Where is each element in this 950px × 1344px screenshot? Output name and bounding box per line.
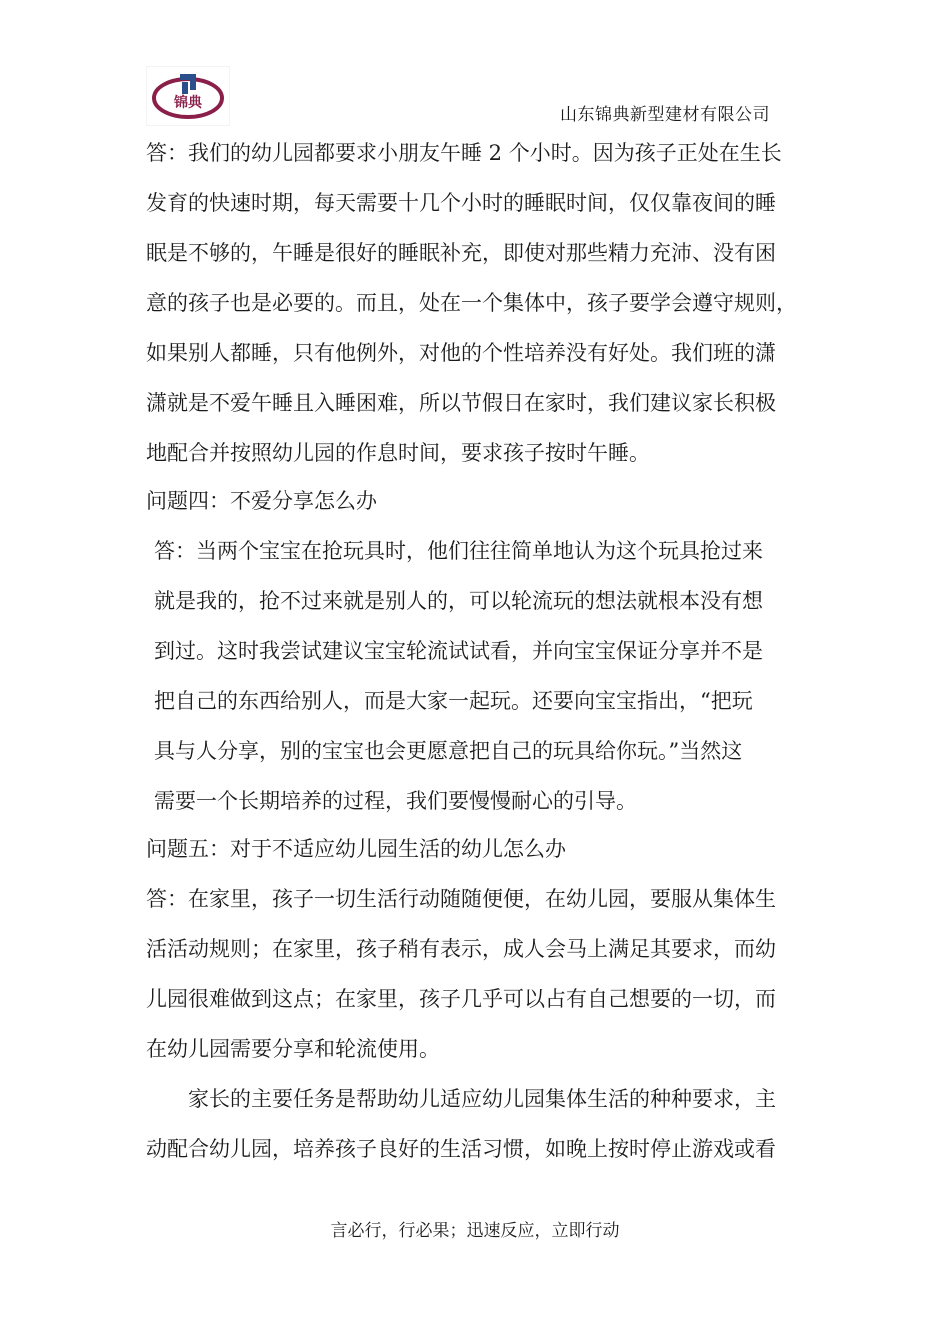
logo-text: 锦典 xyxy=(174,95,202,111)
section-heading: 问题四：不爱分享怎么办 xyxy=(146,489,377,513)
body-line: 如果别人都睡，只有他例外，对他的个性培养没有好处。我们班的潇 xyxy=(146,341,776,365)
body-line: 就是我的，抢不过来就是别人的，可以轮流玩的想法就根本没有想 xyxy=(154,589,763,613)
company-name: 山东锦典新型建材有限公司 xyxy=(560,105,770,125)
body-line: 把自己的东西给别人，而是大家一起玩。还要向宝宝指出，“把玩 xyxy=(154,689,753,713)
body-line: 活活动规则；在家里，孩子稍有表示，成人会马上满足其要求，而幼 xyxy=(146,937,776,961)
body-line: 答：在家里，孩子一切生活行动随随便便，在幼儿园，要服从集体生 xyxy=(146,887,776,911)
body-line: 需要一个长期培养的过程，我们要慢慢耐心的引导。 xyxy=(154,789,637,813)
logo-graphic xyxy=(146,66,230,126)
body-line: 到过。这时我尝试建议宝宝轮流试试看，并向宝宝保证分享并不是 xyxy=(154,639,763,663)
body-line: 儿园很难做到这点；在家里，孩子几乎可以占有自己想要的一切，而 xyxy=(146,987,776,1011)
section-heading: 问题五：对于不适应幼儿园生活的幼儿怎么办 xyxy=(146,837,566,861)
company-logo xyxy=(146,66,230,126)
body-line: 答：当两个宝宝在抢玩具时，他们往往简单地认为这个玩具抢过来 xyxy=(154,539,763,563)
body-line: 意的孩子也是必要的。而且，处在一个集体中，孩子要学会遵守规则， xyxy=(146,291,797,315)
body-line: 家长的主要任务是帮助幼儿适应幼儿园集体生活的种种要求，主 xyxy=(188,1087,776,1111)
body-line: 动配合幼儿园，培养孩子良好的生活习惯，如晚上按时停止游戏或看 xyxy=(146,1137,776,1161)
body-line: 答：我们的幼儿园都要求小朋友午睡 2 个小时。因为孩子正处在生长 xyxy=(146,141,782,165)
body-line: 在幼儿园需要分享和轮流使用。 xyxy=(146,1037,440,1061)
footer-slogan: 言必行，行必果；迅速反应，立即行动 xyxy=(330,1221,620,1241)
body-line: 潇就是不爱午睡且入睡困难，所以节假日在家时，我们建议家长积极 xyxy=(146,391,776,415)
body-line: 眠是不够的，午睡是很好的睡眠补充，即使对那些精力充沛、没有困 xyxy=(146,241,776,265)
body-line: 发育的快速时期，每天需要十几个小时的睡眠时间，仅仅靠夜间的睡 xyxy=(146,191,776,215)
body-line: 具与人分享，别的宝宝也会更愿意把自己的玩具给你玩。”当然这 xyxy=(154,739,743,763)
body-line: 地配合并按照幼儿园的作息时间，要求孩子按时午睡。 xyxy=(146,441,650,465)
